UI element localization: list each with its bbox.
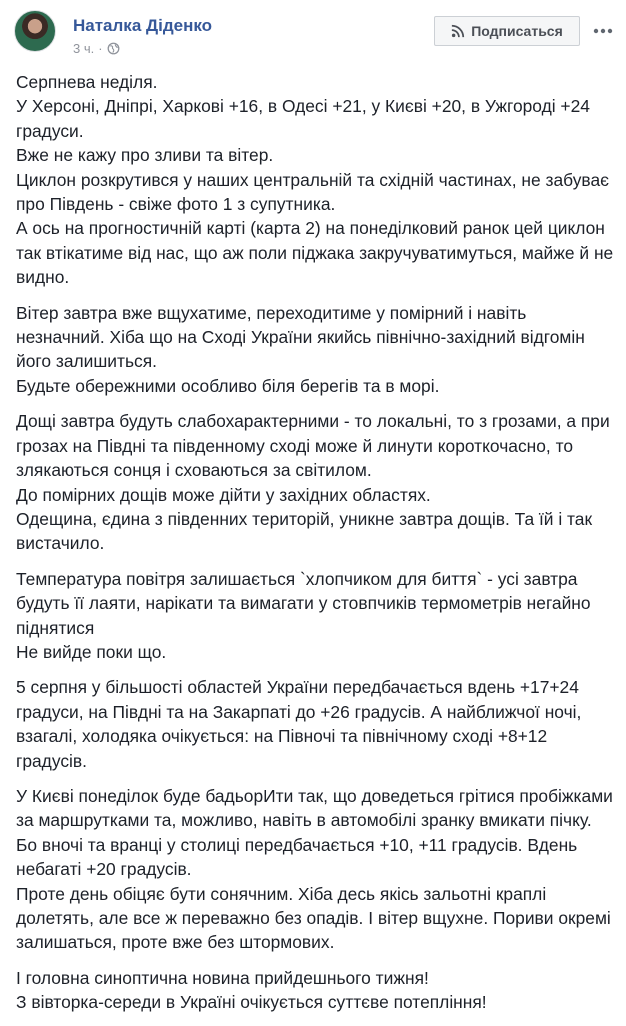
rss-icon bbox=[451, 24, 465, 38]
post-paragraph: Температура повітря залишається `хлопчиком для биття` - усі завтра будуть її лаяти, нарікати та вимагати у стовпчиків термометрів негайно піднятися Не вийде поки що. bbox=[16, 568, 591, 662]
post-paragraph: Серпнева неділя. У Херсоні, Дніпрі, Харкові +16, в Одесі +21, у Києві +20, в Ужгороді +24 градуси. Вже не кажу про зливи та вітер. Циклон розкрутився у наших центральній та східній частинах, не забуває про Південь - свіже фото 1 з супутника. А ось на прогностичній карті (карта 2) на понеділковий ранок цей циклон так втікатиме від нас, що аж поли піджака закручуватимуться, майже й не видно. bbox=[16, 72, 614, 288]
post-paragraph: І головна синоптична новина прийдешнього тижня! З вівторка-середи в Україні очікується суттєве потепління! bbox=[16, 967, 487, 1013]
meta-separator: · bbox=[98, 41, 103, 56]
globe-icon[interactable] bbox=[107, 42, 120, 55]
subscribe-button[interactable] bbox=[434, 16, 580, 46]
more-options-icon bbox=[593, 28, 613, 34]
post-meta bbox=[73, 41, 120, 56]
post-timestamp[interactable]: 3 ч. bbox=[73, 41, 95, 56]
more-options-button[interactable] bbox=[590, 18, 616, 44]
post-paragraph: Дощі завтра будуть слабохарактерними - то локальні, то з грозами, а при грозах на Півдні та південному сході може й линути короткочасно, то злякаються сонця і сховаються за світилом. До помірних дощів може дійти у західних областях. Одещина, єдина з південних територій, уникне завтра дощів. Та їй і так вистачило. bbox=[16, 411, 610, 554]
post-paragraph: Вітер завтра вже вщухатиме, переходитиме у помірний і навіть незначний. Хіба що на Сході України якийсь північно-західний відгомін його залишиться. Будьте обережними особливо біля берегів та в морі. bbox=[16, 302, 585, 396]
subscribe-label: Подписаться bbox=[471, 23, 563, 39]
author-name-link[interactable]: Наталка Діденко bbox=[73, 16, 213, 35]
post-body bbox=[16, 70, 616, 1026]
post-paragraph: 5 серпня у більшості областей України передбачається вдень +17+24 градуси, на Півдні та на Закарпаті до +26 градусів. А найближчої ночі, взагалі, холодяка очікується: на Півночі та північному сході +8+12 градусів. bbox=[16, 677, 582, 771]
post-paragraph: У Києві понеділок буде бадьорИти так, що доведеться грітися пробіжками за маршрутками та, можливо, навіть в автомобілі зранку вмикати пічку. Бо вночі та вранці у столиці передбачається +10, +11 градусів. Вдень небагаті +20 градусів. Проте день обіцяє бути сонячним. Хіба десь якісь зальотні краплі долетять, але все ж переважно без опадів. І вітер вщухне. Пориви окремі залишаться, проте вже без штормових. bbox=[16, 785, 613, 953]
post-header bbox=[14, 10, 616, 60]
author-avatar[interactable] bbox=[14, 10, 56, 52]
